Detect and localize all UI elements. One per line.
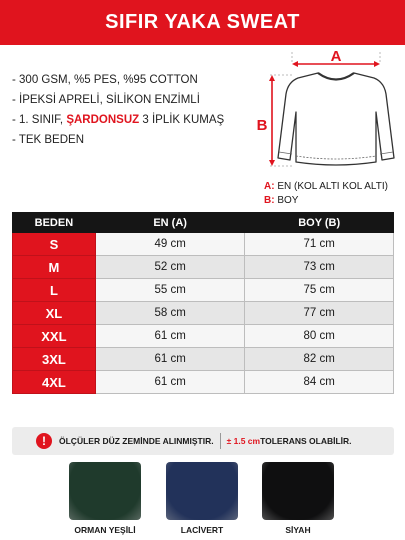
color-swatch-navy[interactable] xyxy=(166,462,238,520)
label-a: A xyxy=(330,48,342,65)
table-row xyxy=(13,348,394,371)
color-swatch-black[interactable] xyxy=(262,462,334,520)
spec-text: - 1. SINIF, xyxy=(12,114,67,126)
width-cell: 61 cm xyxy=(95,371,245,394)
spec-list xyxy=(12,70,262,150)
table-row xyxy=(13,325,394,348)
width-cell: 58 cm xyxy=(95,302,245,325)
length-cell: 84 cm xyxy=(245,371,394,394)
table-row xyxy=(13,233,394,256)
size-cell: XL xyxy=(13,302,96,325)
diagram-legend xyxy=(264,180,388,208)
column-header: BEDEN xyxy=(13,213,96,233)
size-table xyxy=(12,212,394,394)
length-cell: 73 cm xyxy=(245,256,394,279)
label-b: B xyxy=(256,117,268,134)
spec-item: - TEK BEDEN xyxy=(12,134,84,146)
table-row xyxy=(13,279,394,302)
size-cell: 3XL xyxy=(13,348,96,371)
width-cell: 52 cm xyxy=(95,256,245,279)
spec-item: - İPEKSİ APRELİ, SİLİKON ENZİMLİ xyxy=(12,94,200,106)
length-cell: 80 cm xyxy=(245,325,394,348)
legend-a: A: EN (KOL ALTI KOL ALTI) xyxy=(264,181,388,192)
width-cell: 49 cm xyxy=(95,233,245,256)
length-cell: 71 cm xyxy=(245,233,394,256)
size-cell: XXL xyxy=(13,325,96,348)
color-swatch-green[interactable] xyxy=(69,462,141,520)
column-header: EN (A) xyxy=(95,213,245,233)
spec-item xyxy=(12,110,262,130)
note-text: ÖLÇÜLER DÜZ ZEMİNDE ALINMIŞTIR. xyxy=(59,436,214,446)
spec-text: 3 İPLİK KUMAŞ xyxy=(139,114,225,126)
color-label: ORMAN YEŞİLİ xyxy=(74,525,136,535)
measurement-note xyxy=(12,427,394,455)
width-cell: 61 cm xyxy=(95,348,245,371)
table-row xyxy=(13,371,394,394)
title-banner xyxy=(0,0,405,45)
width-cell: 55 cm xyxy=(95,279,245,302)
length-cell: 77 cm xyxy=(245,302,394,325)
size-cell: L xyxy=(13,279,96,302)
length-cell: 75 cm xyxy=(245,279,394,302)
color-label: SİYAH xyxy=(285,525,311,535)
spec-item: - 300 GSM, %5 PES, %95 COTTON xyxy=(12,74,198,86)
page-title: SIFIR YAKA SWEAT xyxy=(105,11,300,33)
table-row xyxy=(13,256,394,279)
size-cell: S xyxy=(13,233,96,256)
width-cell: 61 cm xyxy=(95,325,245,348)
table-row xyxy=(13,302,394,325)
size-cell: M xyxy=(13,256,96,279)
divider xyxy=(220,433,221,449)
legend-b: B: BOY xyxy=(264,195,299,206)
length-cell: 82 cm xyxy=(245,348,394,371)
color-label: LACİVERT xyxy=(180,525,224,535)
tolerance-text: TOLERANS OLABİLİR. xyxy=(260,436,352,446)
column-header: BOY (B) xyxy=(245,213,394,233)
warning-icon: ! xyxy=(36,433,52,449)
size-cell: 4XL xyxy=(13,371,96,394)
tolerance-value: ± 1.5 cm xyxy=(226,436,261,446)
spec-highlight: ŞARDONSUZ xyxy=(66,114,140,126)
table-header-row xyxy=(13,213,394,233)
